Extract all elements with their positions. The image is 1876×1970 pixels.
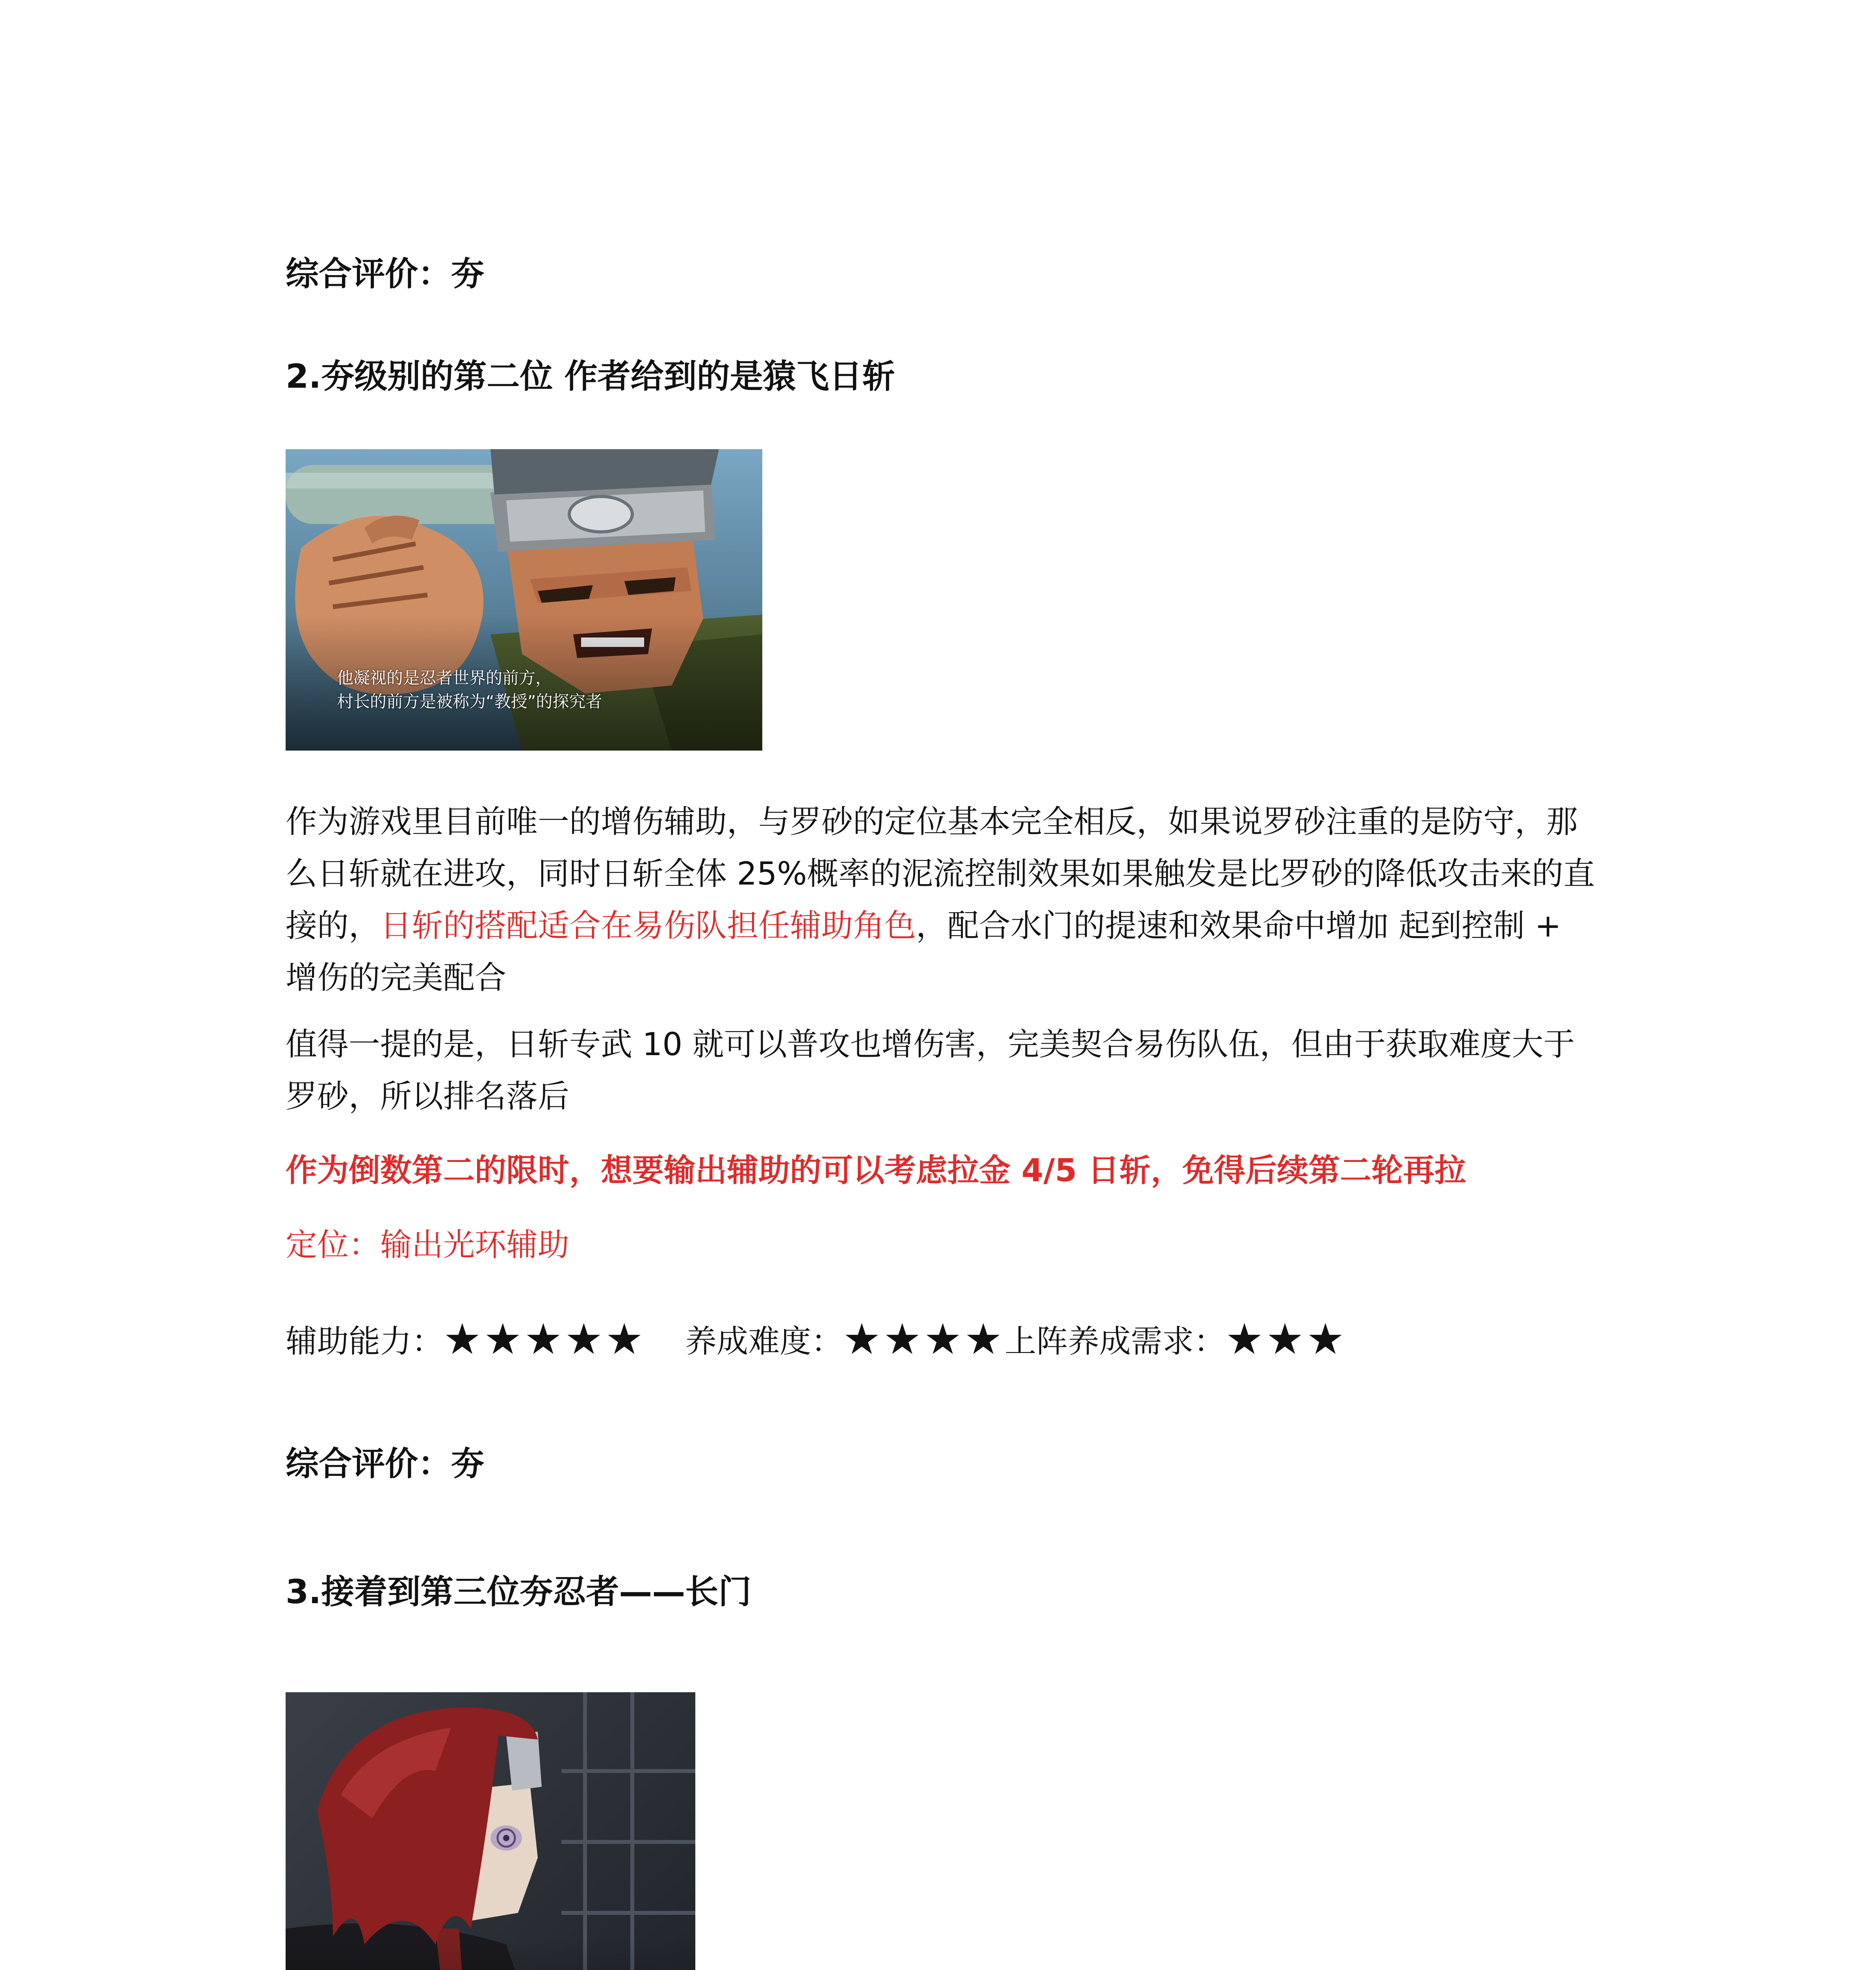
- hiruzen-image: [286, 449, 762, 751]
- hiruzen-position: 定位：输出光环辅助: [286, 1227, 569, 1263]
- section-heading-nagato: 3.接着到第三位夯忍者——长门: [286, 1572, 752, 1611]
- para1-highlight: 日斩的搭配适合在易伤队担任辅助角色: [380, 907, 916, 944]
- overall-rating-heading-2: 综合评价：夯: [286, 1444, 485, 1483]
- deploy-requirement-label: 上阵养成需求：: [1005, 1323, 1226, 1360]
- section-heading-hiruzen: 2.夯级别的第二位 作者给到的是猿飞日斩: [286, 357, 895, 396]
- build-difficulty-label: 养成难度：: [685, 1323, 843, 1360]
- hiruzen-caption-line-1: 他凝视的是忍者世界的前方，: [337, 668, 552, 688]
- hiruzen-paragraph-2: 值得一提的是，日斩专武 10 就可以普攻也增伤害，完美契合易伤队伍，但由于获取难度大于罗砂，所以排名落后: [286, 1026, 1575, 1115]
- hiruzen-caption-line-2: 村长的前方是被称为“教授”的探究者: [337, 692, 602, 711]
- build-difficulty-stars: ★★★★: [843, 1315, 1005, 1364]
- para1-text-a: 作为游戏里目前唯一的增伤辅助，与罗砂的定位基本完全相反，如果说罗砂注重的是防守，那么日斩就在进攻，同时日斩全体 25%概率的泥流控制效果如果触发是比罗砂的降低攻击来的直接的，: [286, 803, 1595, 944]
- nagato-image: [286, 1692, 695, 1970]
- deploy-requirement-stars: ★★★: [1225, 1315, 1347, 1364]
- hiruzen-paragraph-1: [286, 796, 1601, 1004]
- nagato-illustration: [286, 1692, 695, 1970]
- support-rating-label: 辅助能力：: [286, 1323, 443, 1360]
- para1-text-b: ，配合水门的提速和效果命中增加 起到控制 + 增伤的完美配合: [286, 907, 1561, 996]
- hiruzen-ratings-row: [286, 1316, 1347, 1367]
- hiruzen-paragraph-3: 作为倒数第二的限时，想要输出辅助的可以考虑拉金 4/5 日斩，免得后续第二轮再拉: [286, 1152, 1466, 1189]
- support-rating-stars: ★★★★★: [443, 1315, 646, 1364]
- overall-rating-heading-1: 综合评价：夯: [286, 255, 485, 293]
